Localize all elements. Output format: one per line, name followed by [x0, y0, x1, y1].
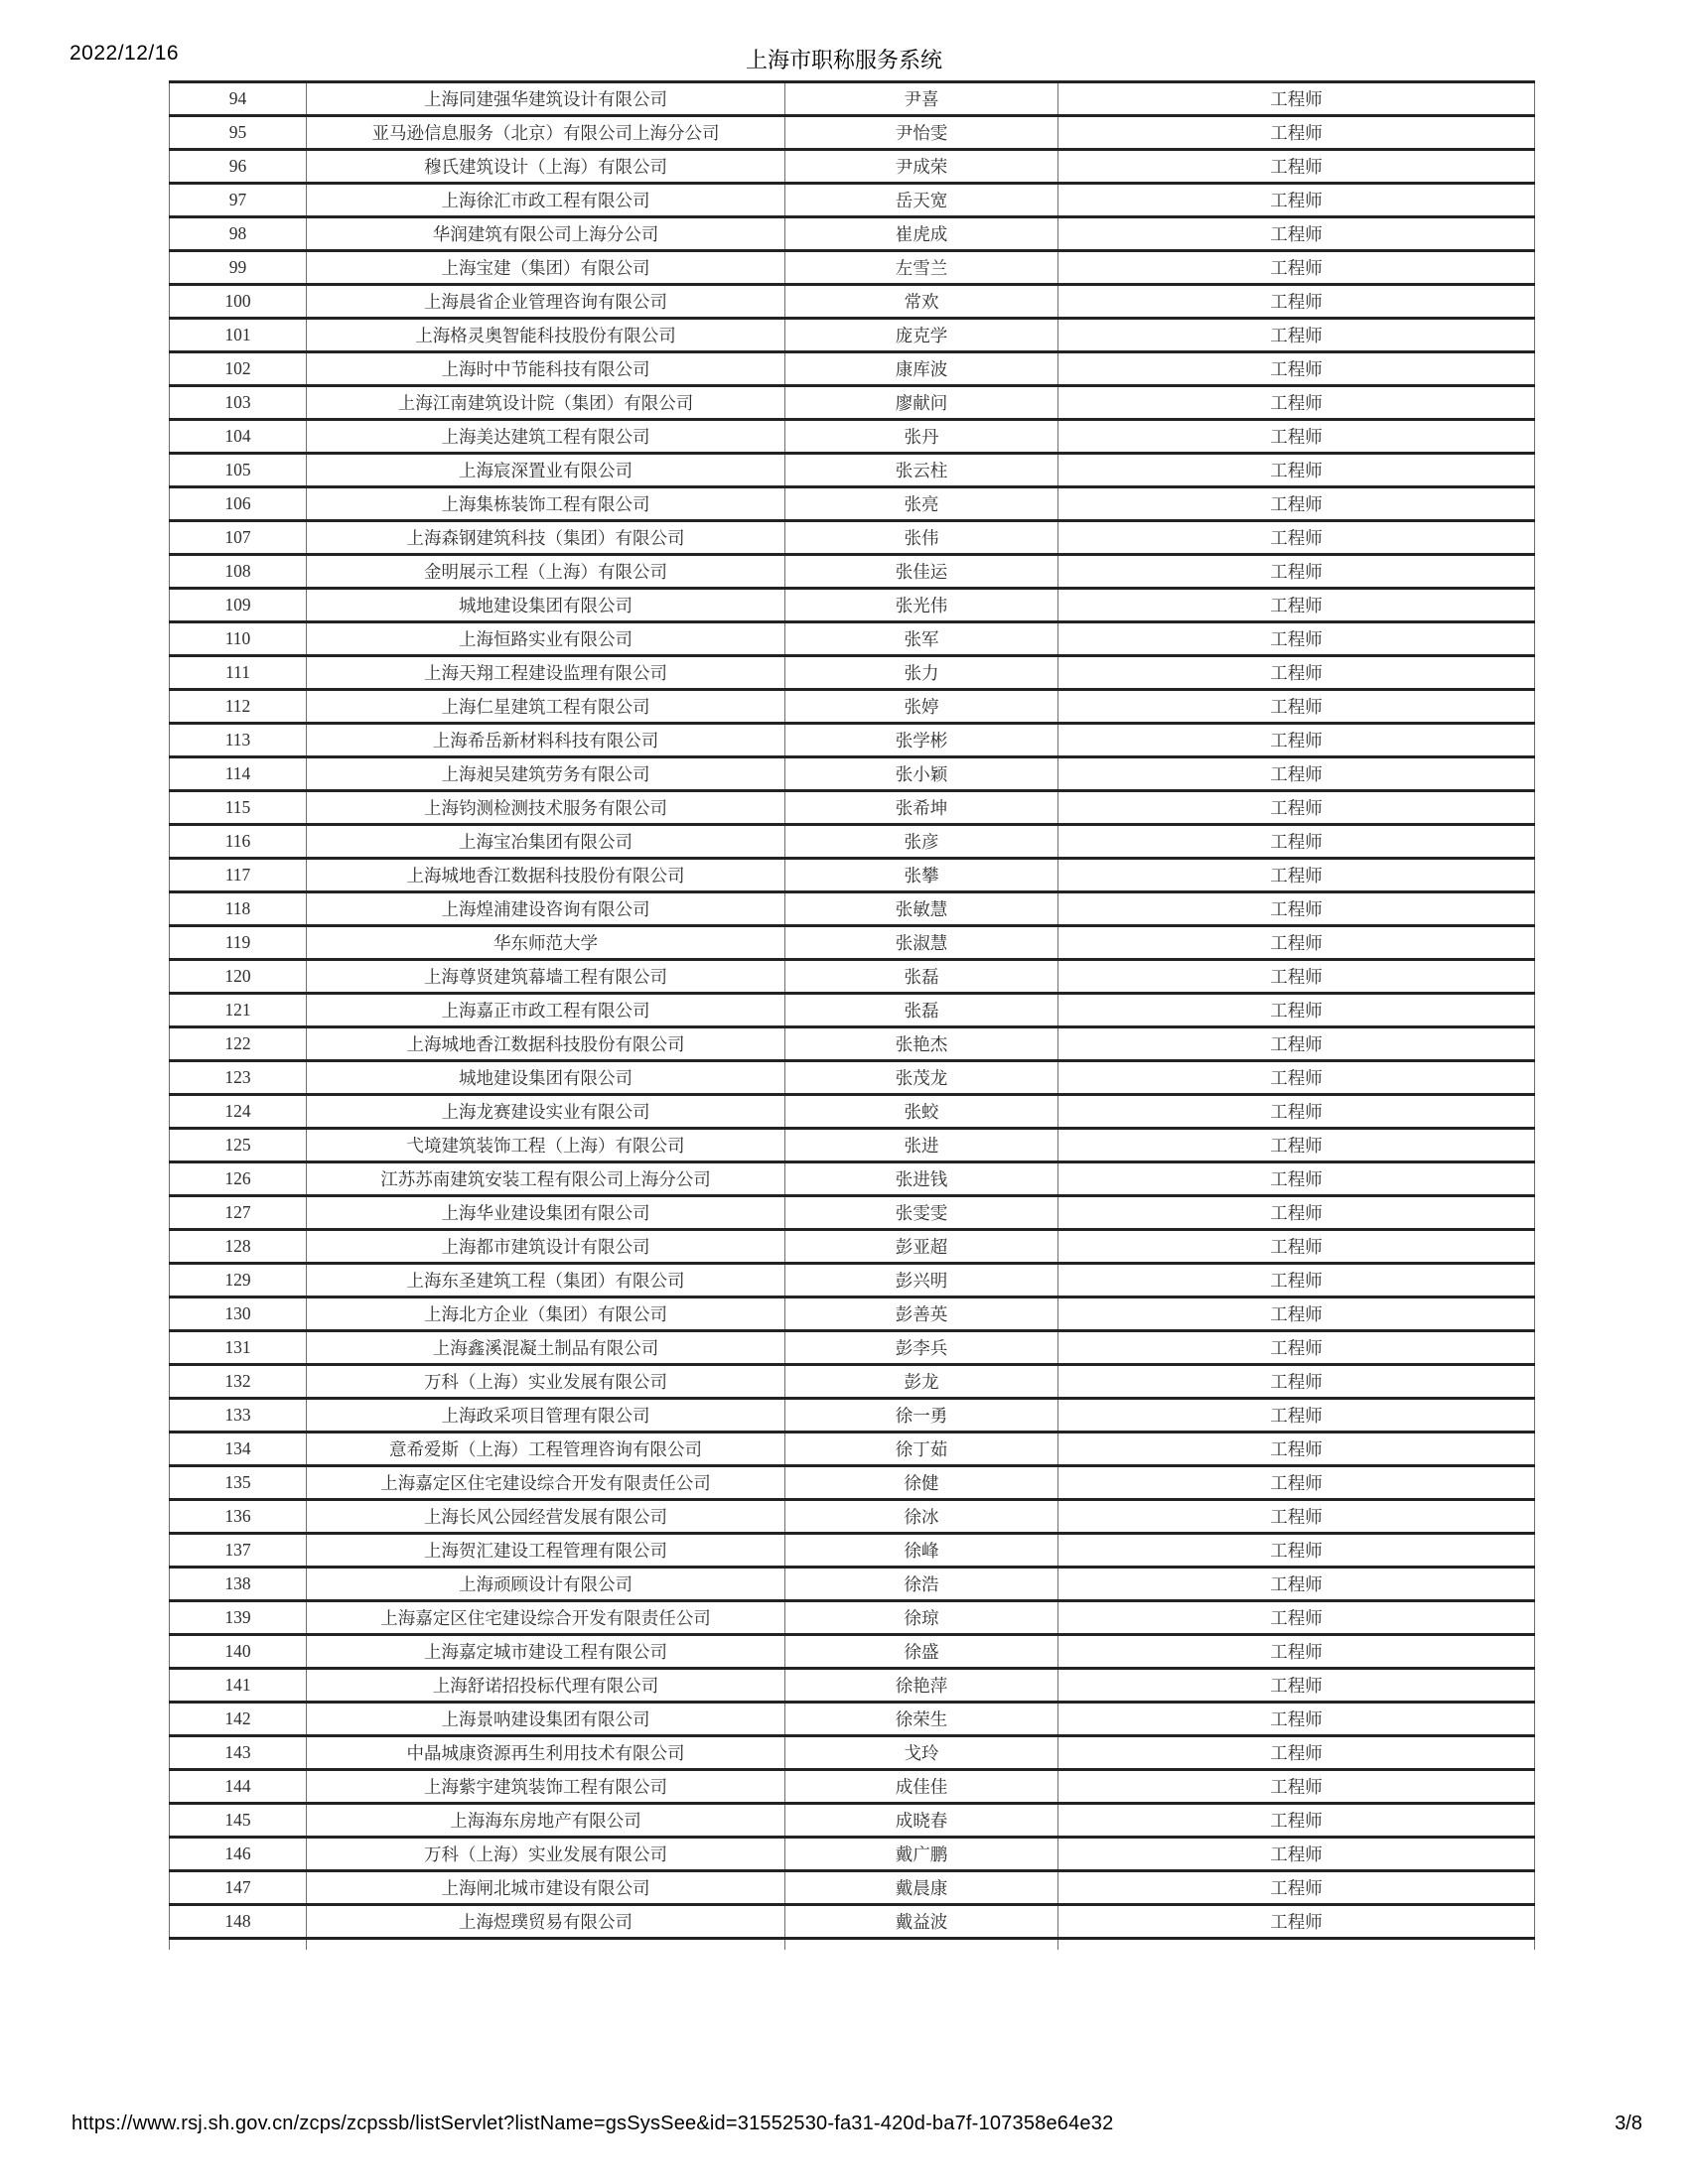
row-number-cell: 140 [170, 1635, 307, 1669]
job-title-cell: 工程师 [1058, 690, 1535, 724]
row-number-cell: 102 [170, 352, 307, 386]
company-cell: 中晶城康资源再生利用技术有限公司 [307, 1736, 785, 1770]
table-row [170, 1601, 1535, 1635]
person-name-cell: 成晓春 [785, 1804, 1058, 1838]
table-row [170, 757, 1535, 791]
company-cell: 上海宝建（集团）有限公司 [307, 251, 785, 285]
job-title-cell: 工程师 [1058, 386, 1535, 420]
table-row [170, 352, 1535, 386]
job-title-cell: 工程师 [1058, 217, 1535, 251]
job-title-cell: 工程师 [1058, 319, 1535, 352]
table-row [170, 251, 1535, 285]
table-row [170, 859, 1535, 892]
company-cell: 上海森钢建筑科技（集团）有限公司 [307, 521, 785, 555]
person-name-cell: 张光伟 [785, 589, 1058, 622]
table-row [170, 82, 1535, 116]
person-name-cell: 尹成荣 [785, 150, 1058, 184]
person-name-cell: 张军 [785, 622, 1058, 656]
row-number-cell: 144 [170, 1770, 307, 1804]
job-title-cell: 工程师 [1058, 420, 1535, 454]
job-title-cell: 工程师 [1058, 1838, 1535, 1871]
person-name-cell: 张磊 [785, 994, 1058, 1027]
person-name-cell: 张雯雯 [785, 1196, 1058, 1230]
job-title-cell: 工程师 [1058, 1331, 1535, 1365]
table-row [170, 1297, 1535, 1331]
person-name-cell: 张进 [785, 1129, 1058, 1162]
row-number-cell: 136 [170, 1500, 307, 1534]
company-cell: 上海政采项目管理有限公司 [307, 1399, 785, 1433]
job-title-cell: 工程师 [1058, 1027, 1535, 1061]
company-cell: 上海煜璞贸易有限公司 [307, 1905, 785, 1939]
row-number-cell: 96 [170, 150, 307, 184]
person-name-cell: 彭亚超 [785, 1230, 1058, 1264]
person-name-cell: 戴广鹏 [785, 1838, 1058, 1871]
table-row [170, 1095, 1535, 1129]
company-cell: 万科（上海）实业发展有限公司 [307, 1838, 785, 1871]
company-cell: 上海都市建筑设计有限公司 [307, 1230, 785, 1264]
company-cell: 上海嘉定区住宅建设综合开发有限责任公司 [307, 1466, 785, 1500]
table-row [170, 1669, 1535, 1703]
table-row [170, 1433, 1535, 1466]
row-number-cell: 110 [170, 622, 307, 656]
job-title-cell: 工程师 [1058, 622, 1535, 656]
person-name-cell: 张攀 [785, 859, 1058, 892]
company-cell: 上海舒诺招投标代理有限公司 [307, 1669, 785, 1703]
table-row [170, 1365, 1535, 1399]
row-number-cell: 135 [170, 1466, 307, 1500]
person-name-cell: 张佳运 [785, 555, 1058, 589]
row-number-cell: 95 [170, 116, 307, 150]
row-number-cell: 131 [170, 1331, 307, 1365]
person-name-cell: 张丹 [785, 420, 1058, 454]
row-number-cell: 104 [170, 420, 307, 454]
print-footer [71, 2113, 1642, 2135]
job-title-cell: 工程师 [1058, 859, 1535, 892]
person-name-cell: 徐盛 [785, 1635, 1058, 1669]
table-row [170, 454, 1535, 487]
company-cell: 金明展示工程（上海）有限公司 [307, 555, 785, 589]
row-number-cell: 124 [170, 1095, 307, 1129]
job-title-cell: 工程师 [1058, 1095, 1535, 1129]
job-title-cell: 工程师 [1058, 724, 1535, 757]
company-cell: 上海仁星建筑工程有限公司 [307, 690, 785, 724]
job-title-cell: 工程师 [1058, 251, 1535, 285]
person-name-cell: 徐琼 [785, 1601, 1058, 1635]
job-title-cell: 工程师 [1058, 521, 1535, 555]
company-cell: 上海贺汇建设工程管理有限公司 [307, 1534, 785, 1568]
job-title-cell: 工程师 [1058, 1129, 1535, 1162]
job-title-cell: 工程师 [1058, 1669, 1535, 1703]
job-title-cell: 工程师 [1058, 352, 1535, 386]
job-title-cell: 工程师 [1058, 791, 1535, 825]
row-number-cell: 99 [170, 251, 307, 285]
row-number-cell: 94 [170, 82, 307, 116]
row-number-cell: 133 [170, 1399, 307, 1433]
company-cell: 上海钧测检测技术服务有限公司 [307, 791, 785, 825]
row-number-cell: 100 [170, 285, 307, 319]
person-name-cell: 张蛟 [785, 1095, 1058, 1129]
job-title-cell: 工程师 [1058, 825, 1535, 859]
job-title-cell: 工程师 [1058, 1297, 1535, 1331]
row-number-cell: 117 [170, 859, 307, 892]
person-name-cell: 廖献问 [785, 386, 1058, 420]
company-cell: 上海嘉定城市建设工程有限公司 [307, 1635, 785, 1669]
print-date: 2022/12/16 [70, 42, 180, 65]
company-cell: 上海江南建筑设计院（集团）有限公司 [307, 386, 785, 420]
row-number-cell: 116 [170, 825, 307, 859]
table-row [170, 555, 1535, 589]
person-name-cell: 彭善英 [785, 1297, 1058, 1331]
company-cell: 意希爱斯（上海）工程管理咨询有限公司 [307, 1433, 785, 1466]
row-number-cell: 130 [170, 1297, 307, 1331]
row-number-cell [170, 1939, 307, 1950]
job-title-cell: 工程师 [1058, 656, 1535, 690]
table-row [170, 724, 1535, 757]
table-row [170, 1399, 1535, 1433]
company-cell: 上海城地香江数据科技股份有限公司 [307, 1027, 785, 1061]
company-cell: 上海天翔工程建设监理有限公司 [307, 656, 785, 690]
person-name-cell: 张力 [785, 656, 1058, 690]
table-row [170, 285, 1535, 319]
person-name-cell: 张学彬 [785, 724, 1058, 757]
table-row [170, 1129, 1535, 1162]
job-title-cell: 工程师 [1058, 926, 1535, 960]
person-name-cell: 张艳杰 [785, 1027, 1058, 1061]
person-name-cell: 张茂龙 [785, 1061, 1058, 1095]
company-cell: 上海鑫溪混凝土制品有限公司 [307, 1331, 785, 1365]
job-title-cell: 工程师 [1058, 1500, 1535, 1534]
company-cell [307, 1939, 785, 1950]
table-row [170, 1534, 1535, 1568]
person-name-cell: 张婷 [785, 690, 1058, 724]
table-row [170, 1703, 1535, 1736]
row-number-cell: 127 [170, 1196, 307, 1230]
table-row [170, 116, 1535, 150]
job-title-cell: 工程师 [1058, 1905, 1535, 1939]
row-number-cell: 132 [170, 1365, 307, 1399]
table-row [170, 960, 1535, 994]
row-number-cell: 126 [170, 1162, 307, 1196]
table-row [170, 791, 1535, 825]
row-number-cell: 142 [170, 1703, 307, 1736]
table-row [170, 217, 1535, 251]
company-cell: 华东师范大学 [307, 926, 785, 960]
table-row [170, 1196, 1535, 1230]
table-row [170, 1804, 1535, 1838]
table-row [170, 994, 1535, 1027]
person-name-cell: 尹喜 [785, 82, 1058, 116]
company-cell: 上海集栋装饰工程有限公司 [307, 487, 785, 521]
company-cell: 上海格灵奥智能科技股份有限公司 [307, 319, 785, 352]
person-name-cell: 尹怡雯 [785, 116, 1058, 150]
table-row [170, 1635, 1535, 1669]
company-cell: 上海尊贤建筑幕墙工程有限公司 [307, 960, 785, 994]
job-title-cell: 工程师 [1058, 116, 1535, 150]
person-name-cell: 岳天宽 [785, 184, 1058, 217]
company-cell: 上海美达建筑工程有限公司 [307, 420, 785, 454]
row-number-cell: 146 [170, 1838, 307, 1871]
company-cell: 上海嘉定区住宅建设综合开发有限责任公司 [307, 1601, 785, 1635]
row-number-cell: 115 [170, 791, 307, 825]
row-number-cell: 147 [170, 1871, 307, 1905]
job-title-cell: 工程师 [1058, 454, 1535, 487]
company-cell: 穆氏建筑设计（上海）有限公司 [307, 150, 785, 184]
table-row [170, 690, 1535, 724]
company-cell: 上海时中节能科技有限公司 [307, 352, 785, 386]
person-name-cell: 常欢 [785, 285, 1058, 319]
table-row [170, 487, 1535, 521]
row-number-cell: 108 [170, 555, 307, 589]
row-number-cell: 101 [170, 319, 307, 352]
table-row [170, 1466, 1535, 1500]
company-cell: 上海晨省企业管理咨询有限公司 [307, 285, 785, 319]
table-row [170, 589, 1535, 622]
company-cell: 万科（上海）实业发展有限公司 [307, 1365, 785, 1399]
table-row [170, 1905, 1535, 1939]
job-title-cell: 工程师 [1058, 1162, 1535, 1196]
job-title-cell: 工程师 [1058, 285, 1535, 319]
row-number-cell: 122 [170, 1027, 307, 1061]
table-row [170, 150, 1535, 184]
table-row [170, 184, 1535, 217]
row-number-cell: 106 [170, 487, 307, 521]
table-row [170, 420, 1535, 454]
job-title-cell: 工程师 [1058, 1703, 1535, 1736]
row-number-cell: 139 [170, 1601, 307, 1635]
person-name-cell: 徐丁茹 [785, 1433, 1058, 1466]
company-cell: 城地建设集团有限公司 [307, 589, 785, 622]
row-number-cell: 121 [170, 994, 307, 1027]
row-number-cell: 97 [170, 184, 307, 217]
job-title-cell: 工程师 [1058, 150, 1535, 184]
job-title-cell: 工程师 [1058, 757, 1535, 791]
page-number: 3/8 [1615, 2113, 1642, 2134]
company-cell: 上海宸深置业有限公司 [307, 454, 785, 487]
row-number-cell: 134 [170, 1433, 307, 1466]
person-name-cell: 徐浩 [785, 1568, 1058, 1601]
company-cell: 上海希岳新材料科技有限公司 [307, 724, 785, 757]
job-title-cell: 工程师 [1058, 1804, 1535, 1838]
company-cell: 上海嘉正市政工程有限公司 [307, 994, 785, 1027]
person-name-cell: 张云柱 [785, 454, 1058, 487]
person-name-cell: 彭兴明 [785, 1264, 1058, 1297]
table-row [170, 386, 1535, 420]
page-title: 上海市职称服务系统 [745, 48, 942, 72]
table-row [170, 1027, 1535, 1061]
job-title-cell: 工程师 [1058, 1568, 1535, 1601]
row-number-cell: 105 [170, 454, 307, 487]
row-number-cell: 107 [170, 521, 307, 555]
row-number-cell: 138 [170, 1568, 307, 1601]
table-row [170, 1736, 1535, 1770]
company-cell: 上海城地香江数据科技股份有限公司 [307, 859, 785, 892]
row-number-cell: 112 [170, 690, 307, 724]
table-row [170, 1061, 1535, 1095]
company-cell: 华润建筑有限公司上海分公司 [307, 217, 785, 251]
job-title-cell: 工程师 [1058, 1433, 1535, 1466]
person-name-cell: 张彦 [785, 825, 1058, 859]
table-row [170, 622, 1535, 656]
row-number-cell: 145 [170, 1804, 307, 1838]
person-name-cell: 庞克学 [785, 319, 1058, 352]
company-cell: 弋境建筑装饰工程（上海）有限公司 [307, 1129, 785, 1162]
job-title-cell: 工程师 [1058, 82, 1535, 116]
job-title-cell: 工程师 [1058, 1871, 1535, 1905]
company-cell: 城地建设集团有限公司 [307, 1061, 785, 1095]
company-cell: 上海龙赛建设实业有限公司 [307, 1095, 785, 1129]
company-cell: 亚马逊信息服务（北京）有限公司上海分公司 [307, 116, 785, 150]
person-name-cell: 徐健 [785, 1466, 1058, 1500]
person-name-cell: 戴晨康 [785, 1871, 1058, 1905]
company-cell: 上海海东房地产有限公司 [307, 1804, 785, 1838]
row-number-cell: 141 [170, 1669, 307, 1703]
row-number-cell: 128 [170, 1230, 307, 1264]
job-title-cell: 工程师 [1058, 1365, 1535, 1399]
table-row [170, 1331, 1535, 1365]
job-title-cell: 工程师 [1058, 1635, 1535, 1669]
company-cell: 上海徐汇市政工程有限公司 [307, 184, 785, 217]
company-cell: 上海紫宇建筑装饰工程有限公司 [307, 1770, 785, 1804]
company-cell: 上海东圣建筑工程（集团）有限公司 [307, 1264, 785, 1297]
person-name-cell: 康库波 [785, 352, 1058, 386]
company-cell: 上海北方企业（集团）有限公司 [307, 1297, 785, 1331]
company-cell: 上海顽顾设计有限公司 [307, 1568, 785, 1601]
person-name-cell [785, 1939, 1058, 1950]
job-title-cell: 工程师 [1058, 589, 1535, 622]
person-name-cell: 左雪兰 [785, 251, 1058, 285]
job-title-cell: 工程师 [1058, 1601, 1535, 1635]
person-name-cell: 徐冰 [785, 1500, 1058, 1534]
job-title-cell: 工程师 [1058, 960, 1535, 994]
table-row [170, 1770, 1535, 1804]
row-number-cell: 148 [170, 1905, 307, 1939]
company-cell: 上海华业建设集团有限公司 [307, 1196, 785, 1230]
person-name-cell: 彭李兵 [785, 1331, 1058, 1365]
person-name-cell: 张敏慧 [785, 892, 1058, 926]
source-url: https://www.rsj.sh.gov.cn/zcps/zcpssb/listServlet?listName=gsSysSee&id=31552530-fa31-420d-ba7f-107358e64e32 [71, 2113, 1114, 2134]
job-title-cell: 工程师 [1058, 1534, 1535, 1568]
row-number-cell: 98 [170, 217, 307, 251]
table-row [170, 892, 1535, 926]
row-number-cell: 109 [170, 589, 307, 622]
job-title-cell: 工程师 [1058, 994, 1535, 1027]
job-title-cell [1058, 1939, 1535, 1950]
table-row [170, 1162, 1535, 1196]
person-name-cell: 成佳佳 [785, 1770, 1058, 1804]
table-row [170, 825, 1535, 859]
job-title-cell: 工程师 [1058, 487, 1535, 521]
company-cell: 上海长风公园经营发展有限公司 [307, 1500, 785, 1534]
row-number-cell: 143 [170, 1736, 307, 1770]
table-row [170, 1230, 1535, 1264]
company-cell: 上海同建强华建筑设计有限公司 [307, 82, 785, 116]
row-number-cell: 111 [170, 656, 307, 690]
partial-row [170, 1939, 1535, 1950]
row-number-cell: 119 [170, 926, 307, 960]
person-name-cell: 戈玲 [785, 1736, 1058, 1770]
person-name-cell: 徐艳萍 [785, 1669, 1058, 1703]
person-name-cell: 戴益波 [785, 1905, 1058, 1939]
job-title-cell: 工程师 [1058, 1399, 1535, 1433]
person-name-cell: 徐峰 [785, 1534, 1058, 1568]
table-row [170, 1500, 1535, 1534]
row-number-cell: 137 [170, 1534, 307, 1568]
job-title-cell: 工程师 [1058, 1230, 1535, 1264]
company-cell: 上海宝冶集团有限公司 [307, 825, 785, 859]
job-title-cell: 工程师 [1058, 1736, 1535, 1770]
person-name-cell: 张亮 [785, 487, 1058, 521]
job-title-cell: 工程师 [1058, 1466, 1535, 1500]
row-number-cell: 129 [170, 1264, 307, 1297]
row-number-cell: 103 [170, 386, 307, 420]
job-title-cell: 工程师 [1058, 892, 1535, 926]
person-name-cell: 张伟 [785, 521, 1058, 555]
person-name-cell: 张磊 [785, 960, 1058, 994]
person-name-cell: 张淑慧 [785, 926, 1058, 960]
company-cell: 上海景呐建设集团有限公司 [307, 1703, 785, 1736]
company-cell: 上海闸北城市建设有限公司 [307, 1871, 785, 1905]
row-number-cell: 118 [170, 892, 307, 926]
job-title-cell: 工程师 [1058, 184, 1535, 217]
person-name-cell: 彭龙 [785, 1365, 1058, 1399]
job-title-cell: 工程师 [1058, 1264, 1535, 1297]
job-title-cell: 工程师 [1058, 1770, 1535, 1804]
person-name-cell: 崔虎成 [785, 217, 1058, 251]
table-row [170, 1838, 1535, 1871]
company-cell: 上海煌浦建设咨询有限公司 [307, 892, 785, 926]
person-name-cell: 张进钱 [785, 1162, 1058, 1196]
records-table-body [170, 82, 1535, 1950]
table-row [170, 1264, 1535, 1297]
row-number-cell: 125 [170, 1129, 307, 1162]
row-number-cell: 123 [170, 1061, 307, 1095]
row-number-cell: 113 [170, 724, 307, 757]
table-row [170, 521, 1535, 555]
records-table [169, 80, 1535, 1950]
row-number-cell: 120 [170, 960, 307, 994]
job-title-cell: 工程师 [1058, 1196, 1535, 1230]
table-row [170, 1871, 1535, 1905]
person-name-cell: 张小颖 [785, 757, 1058, 791]
company-cell: 上海恒路实业有限公司 [307, 622, 785, 656]
job-title-cell: 工程师 [1058, 555, 1535, 589]
table-row [170, 926, 1535, 960]
person-name-cell: 徐荣生 [785, 1703, 1058, 1736]
job-title-cell: 工程师 [1058, 1061, 1535, 1095]
row-number-cell: 114 [170, 757, 307, 791]
person-name-cell: 张希坤 [785, 791, 1058, 825]
table-row [170, 1568, 1535, 1601]
company-cell: 上海昶吴建筑劳务有限公司 [307, 757, 785, 791]
table-row [170, 319, 1535, 352]
table-row [170, 656, 1535, 690]
company-cell: 江苏苏南建筑安装工程有限公司上海分公司 [307, 1162, 785, 1196]
person-name-cell: 徐一勇 [785, 1399, 1058, 1433]
